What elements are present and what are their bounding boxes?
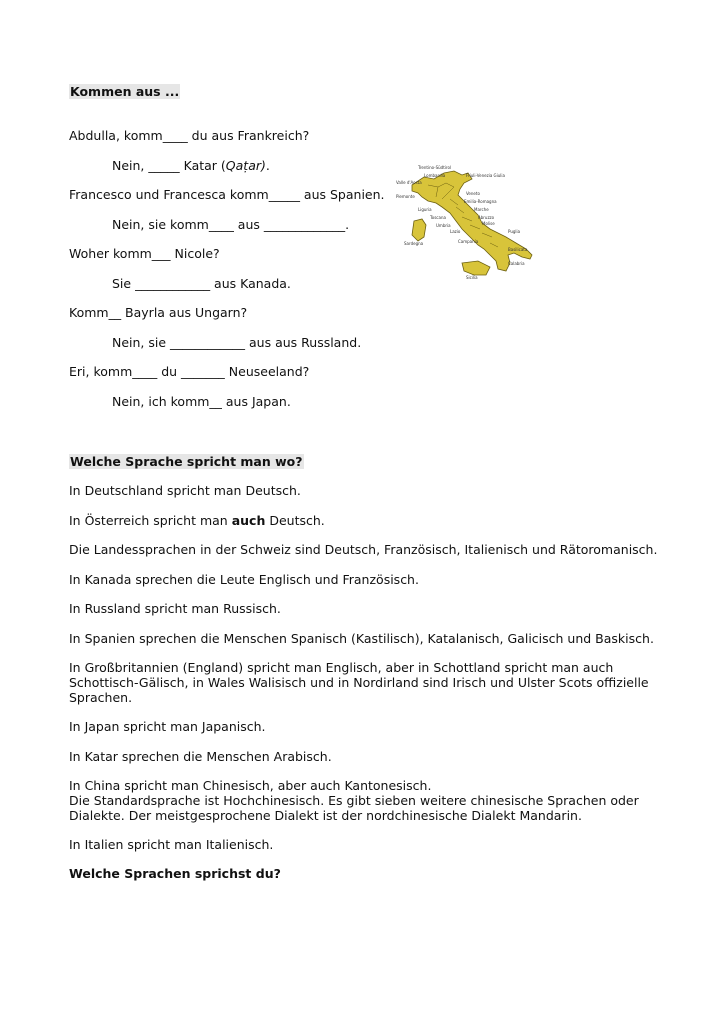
paragraph-deutschland: In Deutschland spricht man Deutsch. — [69, 483, 301, 498]
paragraph-oesterreich — [69, 513, 325, 528]
region-label-liguria: Liguria — [418, 207, 432, 212]
region-label-toscana: Toscana — [430, 215, 446, 220]
region-label-lazio: Lazio — [450, 229, 461, 234]
section-heading-kommen-aus — [69, 84, 180, 99]
exercise-line-9: Eri, komm____ du _______ Neuseeland? — [69, 364, 310, 379]
exercise-line-5: Woher komm___ Nicole? — [69, 246, 220, 261]
heading-highlight: Welche Sprache spricht man wo? — [70, 454, 303, 469]
exercise-line-4: Nein, sie komm____ aus _____________. — [112, 217, 350, 232]
paragraph-china-line1: In China spricht man Chinesisch, aber auch Kantonesisch. — [69, 778, 432, 793]
exercise-line-2-text: Nein, _____ Katar ( — [112, 158, 226, 173]
region-label-umbria: Umbria — [436, 223, 451, 228]
exercise-line-6: Sie ____________ aus Kanada. — [112, 276, 291, 291]
region-label-trentino: Trentino-Südtirol — [418, 165, 451, 170]
exercise-line-7: Komm__ Bayrla aus Ungarn? — [69, 305, 248, 320]
region-label-marche: Marche — [474, 207, 489, 212]
paragraph-italien: In Italien spricht man Italienisch. — [69, 837, 274, 852]
qatar-period: . — [265, 158, 270, 173]
heading-highlight: Kommen aus ... — [70, 84, 180, 99]
region-label-campania: Campania — [458, 239, 479, 244]
paragraph-china-line2: Die Standardsprache ist Hochchinesisch. Es gibt sieben weitere chinesische Sprachen oder Dialekte. Der meistgesprochene Dialekt ist der nordchinesische Dialekt Mandarin. — [69, 793, 639, 823]
oesterreich-text-after: Deutsch. — [265, 513, 325, 528]
exercise-line-3: Francesco und Francesca komm_____ aus Spanien. — [69, 187, 385, 202]
paragraph-schweiz: Die Landessprachen in der Schweiz sind Deutsch, Französisch, Italienisch und Rätoromanisch. — [69, 542, 658, 557]
exercise-line-8: Nein, sie ____________ aus aus Russland. — [112, 335, 362, 350]
paragraph-grossbritannien: In Großbritannien (England) spricht man Englisch, aber in Schottland spricht man auch Schottisch-Gälisch, in Wales Walisisch und in Nordirland sind Irisch und Ulster Scots offizielle Sprachen. — [69, 660, 649, 705]
region-label-puglia: Puglia — [508, 229, 521, 234]
region-label-emilia: Emilia-Romagna — [464, 199, 497, 204]
section-heading-sprache — [69, 454, 304, 469]
region-label-calabria: Calabria — [508, 261, 525, 266]
region-label-piemonte: Piemonte — [396, 194, 415, 199]
paragraph-spanien: In Spanien sprechen die Menschen Spanisch (Kastilisch), Katalanisch, Galicisch und Baskisch. — [69, 631, 654, 646]
region-label-molise: Molise — [482, 221, 495, 226]
qatar-italic: Qaṭar) — [225, 158, 266, 173]
region-label-sicilia: Sicilia — [466, 275, 478, 280]
region-label-veneto: Veneto — [466, 191, 480, 196]
italy-mainland — [412, 171, 532, 271]
exercise-line-10: Nein, ich komm__ aus Japan. — [112, 394, 291, 409]
paragraph-japan: In Japan spricht man Japanisch. — [69, 719, 266, 734]
sardinia-shape — [412, 219, 426, 241]
paragraph-kanada: In Kanada sprechen die Leute Englisch und Französisch. — [69, 572, 419, 587]
region-label-friuli: Friuli-Venezia Giulia — [466, 173, 505, 178]
paragraph-russland: In Russland spricht man Russisch. — [69, 601, 281, 616]
region-label-lombardia: Lombardia — [424, 173, 446, 178]
region-label-sardegna: Sardegna — [404, 241, 424, 246]
region-label-basilicata: Basilicata — [508, 247, 528, 252]
sicily-shape — [462, 261, 490, 275]
exercise-line-1: Abdulla, komm____ du aus Frankreich? — [69, 128, 310, 143]
oesterreich-bold-word: auch — [231, 513, 266, 528]
exercise-line-2 — [112, 158, 270, 173]
region-label-aosta: Valle d'Aosta — [396, 180, 422, 185]
section-heading-sprachen-sprichst: Welche Sprachen sprichst du? — [69, 866, 281, 881]
italy-map-image — [398, 163, 538, 291]
oesterreich-text-before: In Österreich spricht man — [69, 513, 232, 528]
paragraph-katar: In Katar sprechen die Menschen Arabisch. — [69, 749, 332, 764]
region-label-abruzzo: Abruzzo — [478, 215, 495, 220]
